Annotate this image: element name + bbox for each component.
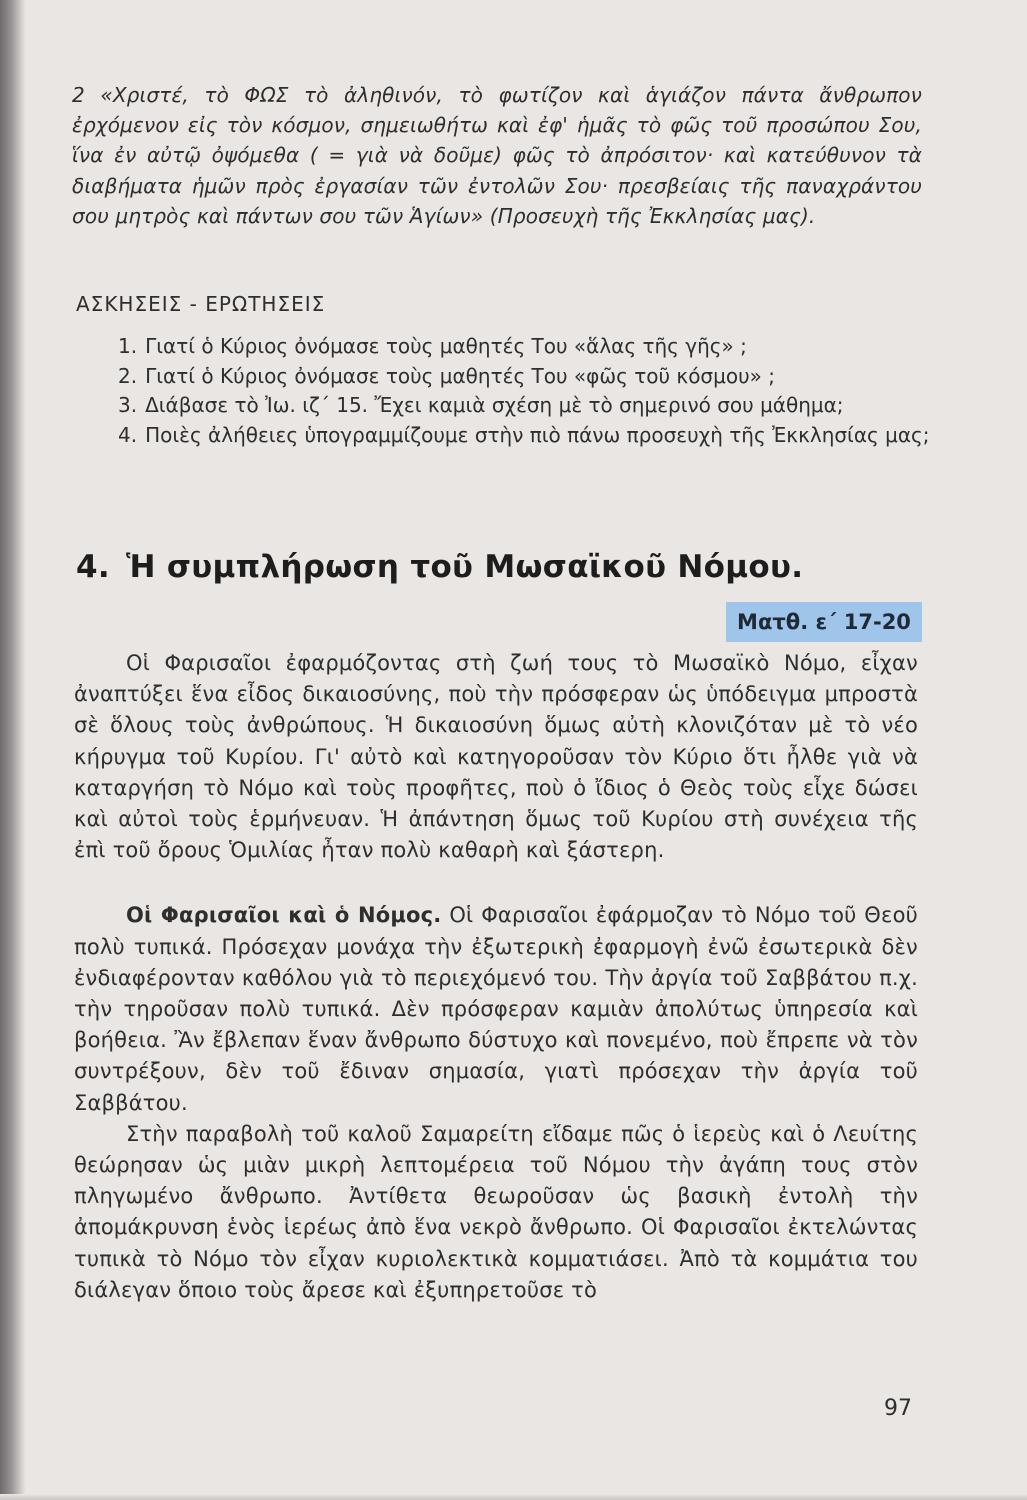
- list-item: [74, 332, 934, 362]
- chapter-title: [76, 549, 803, 585]
- exercises-list: [74, 332, 934, 450]
- page-number: 97: [884, 1396, 912, 1421]
- main-text: [74, 648, 918, 1306]
- item-number: 1.: [118, 334, 138, 358]
- paragraph: [74, 900, 918, 1118]
- item-text: Γιατί ὁ Κύριος ὀνόμασε τοὺς μαθητές Του «φῶς τοῦ κόσμου» ;: [145, 363, 775, 388]
- page-binding-shadow: [0, 0, 26, 1500]
- paragraph-text: Οἱ Φαρισαῖοι ἐφάρμοζαν τὸ Νόμο τοῦ Θεοῦ πολὺ τυπικά. Πρόσεχαν μονάχα τὴν ἐξωτερικὴ ἐφαρμογὴ ἐνῶ ἐσωτερικὰ δὲν ἐνδιαφέρονταν καθόλου γιὰ τὸ περιεχόμενό του. Τὴν ἀργία τοῦ Σαββάτου π.χ. τὴν τηροῦσαν πολὺ τυπικά. Δὲν πρόσφεραν καμιὰν ἀπολύτως ὑπηρεσία καὶ βοήθεια. Ἂν ἔβλεπαν ἕναν ἄνθρωπο δύστυχο καὶ πονεμένο, ποὺ ἔπρεπε νὰ τὸν συντρέξουν, δὲν τοῦ ἔδιναν σημασία, γιατὶ πρόσεχαν τὴν ἀργία τοῦ Σαββάτου.: [74, 903, 918, 1115]
- item-text: Γιατί ὁ Κύριος ὀνόμασε τοὺς μαθητές Του «ἅλας τῆς γῆς» ;: [145, 334, 747, 358]
- prayer-quote: 2 «Χριστέ, τὸ ΦΩΣ τὸ ἀληθινόν, τὸ φωτίζον καὶ ἁγιάζον πάντα ἄνθρωπον ἐρχόμενον εἰς τὸν κόσμον, σημειωθήτω καὶ ἐφ' ἡμᾶς τὸ φῶς τοῦ προσώπου Σου, ἵνα ἐν αὐτῷ ὀψόμεθα ( = γιὰ νὰ δοῦμε) φῶς τὸ ἀπρόσιτον· καὶ κατεύθυνον τὰ διαβήματα ἡμῶν πρὸς ἐργασίαν τῶν ἐντολῶν Σου· πρεσβείαις τῆς παναχράντου σου μητρὸς καὶ πάντων σου τῶν Ἁγίων» (Προσευχὴ τῆς Ἐκκλησίας μας).: [72, 83, 922, 228]
- item-number: 2.: [118, 363, 138, 388]
- list-item: [74, 362, 934, 392]
- scripture-reference-badge: Ματθ. ε΄ 17-20: [726, 602, 922, 642]
- chapter-number: 4.: [76, 549, 110, 585]
- item-number: 4.: [118, 422, 138, 447]
- paragraph: Οἱ Φαρισαῖοι ἐφαρμόζοντας στὴ ζωή τους τὸ Μωσαϊκὸ Νόμο, εἶχαν ἀναπτύξει ἕνα εἶδος δικαιοσύνης, ποὺ τὴν πρόσφεραν ὡς ὑπόδειγμα μπροστὰ σὲ ὅλους τοὺς ἀνθρώπους. Ἡ δικαιοσύνη ὅμως αὐτὴ κλονιζόταν μὲ τὸ νέο κήρυγμα τοῦ Κυρίου. Γι' αὐτὸ καὶ κατηγοροῦσαν τὸν Κύριο ὅτι ἦλθε γιὰ νὰ καταργήση τὸ Νόμο καὶ τοὺς προφῆτες, ποὺ ὁ ἴδιος ὁ Θεὸς τοὺς εἶχε δώσει καὶ αὐτοὶ τοὺς ἑρμήνευαν. Ἡ ἀπάντηση ὅμως τοῦ Κυρίου στὴ συνέχεια τῆς ἐπὶ τοῦ ὄρους Ὁμιλίας ἦταν πολὺ καθαρὴ καὶ ξάστερη.: [74, 651, 918, 863]
- item-text: Διάβασε τὸ Ἰω. ιζ΄ 15. Ἔχει καμιὰ σχέση μὲ τὸ σημερινό σου μάθημα;: [145, 393, 844, 417]
- paragraph: Στὴν παραβολὴ τοῦ καλοῦ Σαμαρείτη εἴδαμε πῶς ὁ ἱερεὺς καὶ ὁ Λευίτης θεώρησαν ὡς μιὰν μικρὴ λεπτομέρεια τοῦ Νόμου τὴν ἀγάπη τους στὸν πληγωμένο ἄνθρωπο. Ἀντίθετα θεωροῦσαν ὡς βασικὴ ἐντολὴ τὴν ἀπομάκρυνση ἑνὸς ἱερέως ἀπὸ ἕνα νεκρὸ ἄνθρωπο. Οἱ Φαρισαῖοι ἐκτελώντας τυπικὰ τὸ Νόμο τὸν εἶχαν κυριολεκτικὰ κομματιάσει. Ἀπὸ τὰ κομμάτια του διάλεγαν ὅποιο τοὺς ἄρεσε καὶ ἐξυπηρετοῦσε τὸ: [74, 1121, 918, 1302]
- exercises-heading: ΑΣΚΗΣΕΙΣ - ΕΡΩΤΗΣΕΙΣ: [76, 292, 326, 316]
- list-item: [74, 391, 934, 421]
- item-number: 3.: [118, 393, 138, 417]
- section-lead: Οἱ Φαρισαῖοι καὶ ὁ Νόμος.: [126, 903, 442, 928]
- item-text: Ποιὲς ἀλήθειες ὑπογραμμίζουμε στὴν πιὸ πάνω προσευχὴ τῆς Ἐκκλησίας μας;: [145, 422, 930, 447]
- list-item: [74, 421, 934, 451]
- page-bottom-edge: [0, 1494, 1027, 1500]
- chapter-title-text: Ἡ συμπλήρωση τοῦ Μωσαϊκοῦ Νόμου.: [125, 549, 804, 585]
